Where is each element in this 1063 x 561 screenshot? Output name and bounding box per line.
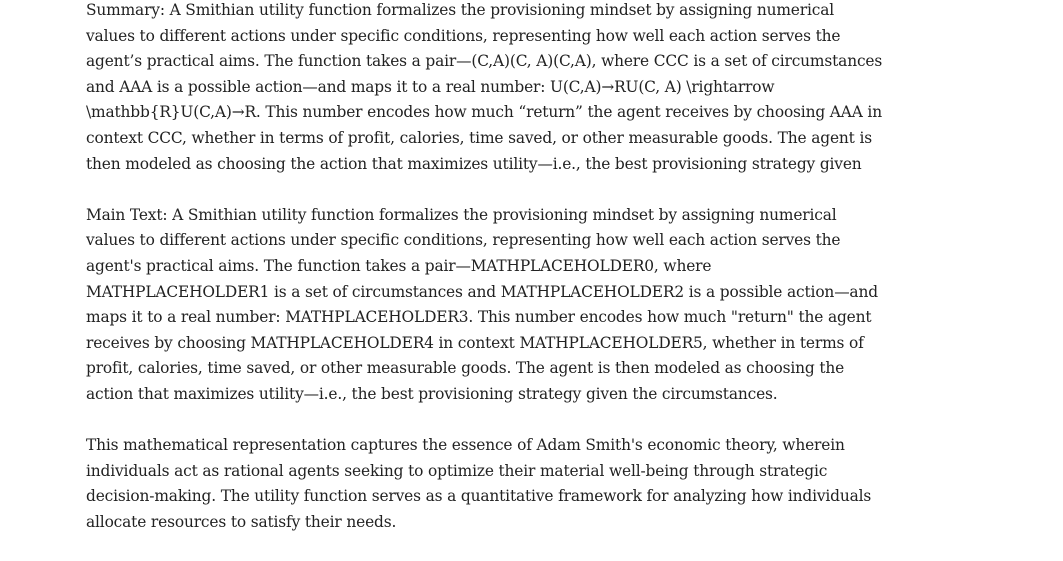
- main-text-paragraph: Main Text: A Smithian utility function formalizes the provisioning mindset by assigning numerical values to different actions under specific conditions, representing how well each action serves the agent's practical aims. The function takes a pair—MATHPLACEHOLDER0, where MATHPLACEHOLDER1 is a set of circumstances and MATHPLACEHOLDER2 is a possible action—and maps it to a real number: MATHPLACEHOLDER3. This number encodes how much "return" the agent receives by choosing MATHPLACEHOLDER4 in context MATHPLACEHOLDER5, whether in terms of profit, calories, time saved, or other measurable goods. The agent is then modeled as choosing the action that maximizes utility—i.e., the best provisioning strategy given the circumstances.: [86, 205, 878, 403]
- summary-paragraph: Summary: A Smithian utility function formalizes the provisioning mindset by assigning numerical values to different actions under specific conditions, representing how well each action serves the agent’s practical aims. The function takes a pair—(C,A)(C, A)(C,A), where CCC is a set of circumstances and AAA is a possible action—and maps it to a real number: U(C,A)→RU(C, A) \rightarrow \mathbb{R}U(C,A)→R. This number encodes how much “return” the agent receives by choosing AAA in context CCC, whether in terms of profit, calories, time saved, or other measurable goods. The agent is then modeled as choosing the action that maximizes utility—i.e., the best provisioning strategy given: [86, 1, 883, 173]
- document-body: [86, 0, 886, 561]
- continuation-paragraph: This mathematical representation captures the essence of Adam Smith's economic theory, wherein individuals act as rational agents seeking to optimize their material well-being through strategic decision-making. The utility function serves as a quantitative framework for analyzing how individuals allocate resources to satisfy their needs.: [86, 436, 872, 531]
